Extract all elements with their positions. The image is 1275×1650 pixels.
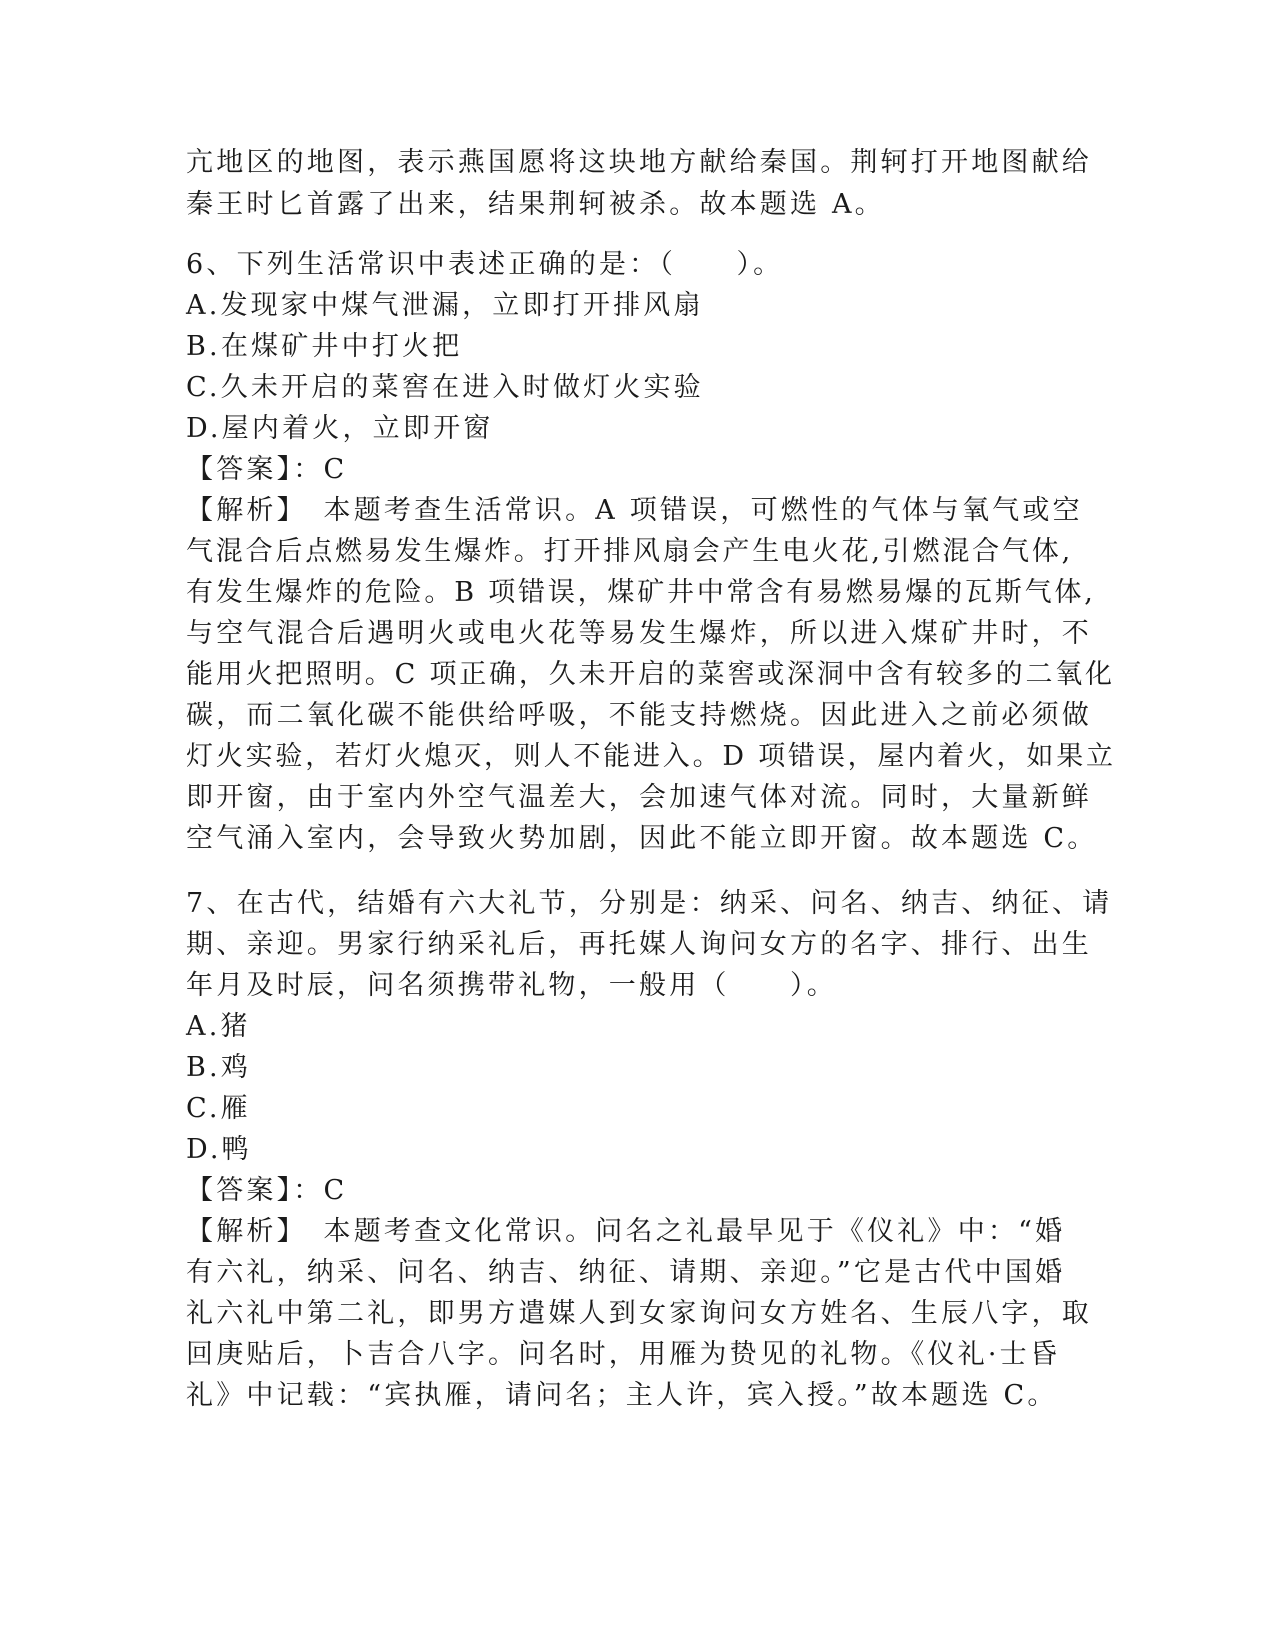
q7-option-a: A.猪 — [186, 1011, 251, 1042]
q7-option-d: D.鸭 — [186, 1134, 252, 1165]
q7-option-c: C.雁 — [186, 1093, 251, 1124]
q6-analysis-line: 气混合后点燃易发生爆炸。打开排风扇会产生电火花,引燃混合气体, — [186, 536, 1073, 567]
q6-option-d: D.屋内着火，立即开窗 — [186, 413, 494, 444]
q6-answer: 【答案】：C — [186, 454, 348, 485]
q7-analysis-line: 【解析】 本题考查文化常识。问名之礼最早见于《仪礼》中：“婚 — [186, 1216, 1066, 1247]
intro-line: 亢地区的地图，表示燕国愿将这块地方献给秦国。荆轲打开地图献给 — [186, 147, 1092, 178]
q7-answer: 【答案】：C — [186, 1175, 348, 1206]
q6-analysis-line: 空气涌入室内，会导致火势加剧，因此不能立即开窗。故本题选 C。 — [186, 823, 1098, 854]
q6-analysis-line: 与空气混合后遇明火或电火花等易发生爆炸，所以进入煤矿井时，不 — [186, 618, 1092, 649]
q6-analysis-line: 碳，而二氧化碳不能供给呼吸，不能支持燃烧。因此进入之前必须做 — [186, 700, 1092, 731]
q6-analysis-line: 即开窗，由于室内外空气温差大，会加速气体对流。同时，大量新鲜 — [186, 782, 1092, 813]
q6-analysis-line: 有发生爆炸的危险。B 项错误，煤矿井中常含有易燃易爆的瓦斯气体, — [186, 577, 1096, 608]
q6-analysis-line: 能用火把照明。C 项正确，久未开启的菜窖或深洞中含有较多的二氧化 — [186, 659, 1115, 690]
q7-question-line: 期、亲迎。男家行纳采礼后，再托媒人询问女方的名字、排行、出生 — [186, 929, 1092, 960]
intro-line: 秦王时匕首露了出来，结果荆轲被杀。故本题选 A。 — [186, 189, 885, 220]
q7-analysis-line: 礼六礼中第二礼，即男方遣媒人到女家询问女方姓名、生辰八字，取 — [186, 1298, 1092, 1329]
q7-question-line: 7、在古代，结婚有六大礼节，分别是：纳采、问名、纳吉、纳征、请 — [186, 888, 1113, 919]
q6-question: 6、下列生活常识中表述正确的是：（ ）。 — [186, 249, 784, 280]
q7-question-line: 年月及时辰，问名须携带礼物，一般用（ ）。 — [186, 970, 837, 1001]
q7-analysis-line: 回庚贴后，卜吉合八字。问名时，用雁为贽见的礼物。《仪礼·士昏 — [186, 1339, 1061, 1370]
q6-analysis-line: 【解析】 本题考查生活常识。A 项错误，可燃性的气体与氧气或空 — [186, 495, 1083, 526]
q7-analysis-line: 礼》中记载：“宾执雁，请问名；主人许，宾入授。”故本题选 C。 — [186, 1380, 1058, 1411]
q7-option-b: B.鸡 — [186, 1052, 252, 1083]
q6-option-a: A.发现家中煤气泄漏，立即打开排风扇 — [186, 290, 704, 321]
q6-option-b: B.在煤矿井中打火把 — [186, 331, 463, 362]
q6-analysis-line: 灯火实验，若灯火熄灭，则人不能进入。D 项错误，屋内着火，如果立 — [186, 741, 1116, 772]
q6-option-c: C.久未开启的菜窖在进入时做灯火实验 — [186, 372, 704, 403]
q7-analysis-line: 有六礼，纳采、问名、纳吉、纳征、请期、亲迎。”它是古代中国婚 — [186, 1257, 1066, 1288]
